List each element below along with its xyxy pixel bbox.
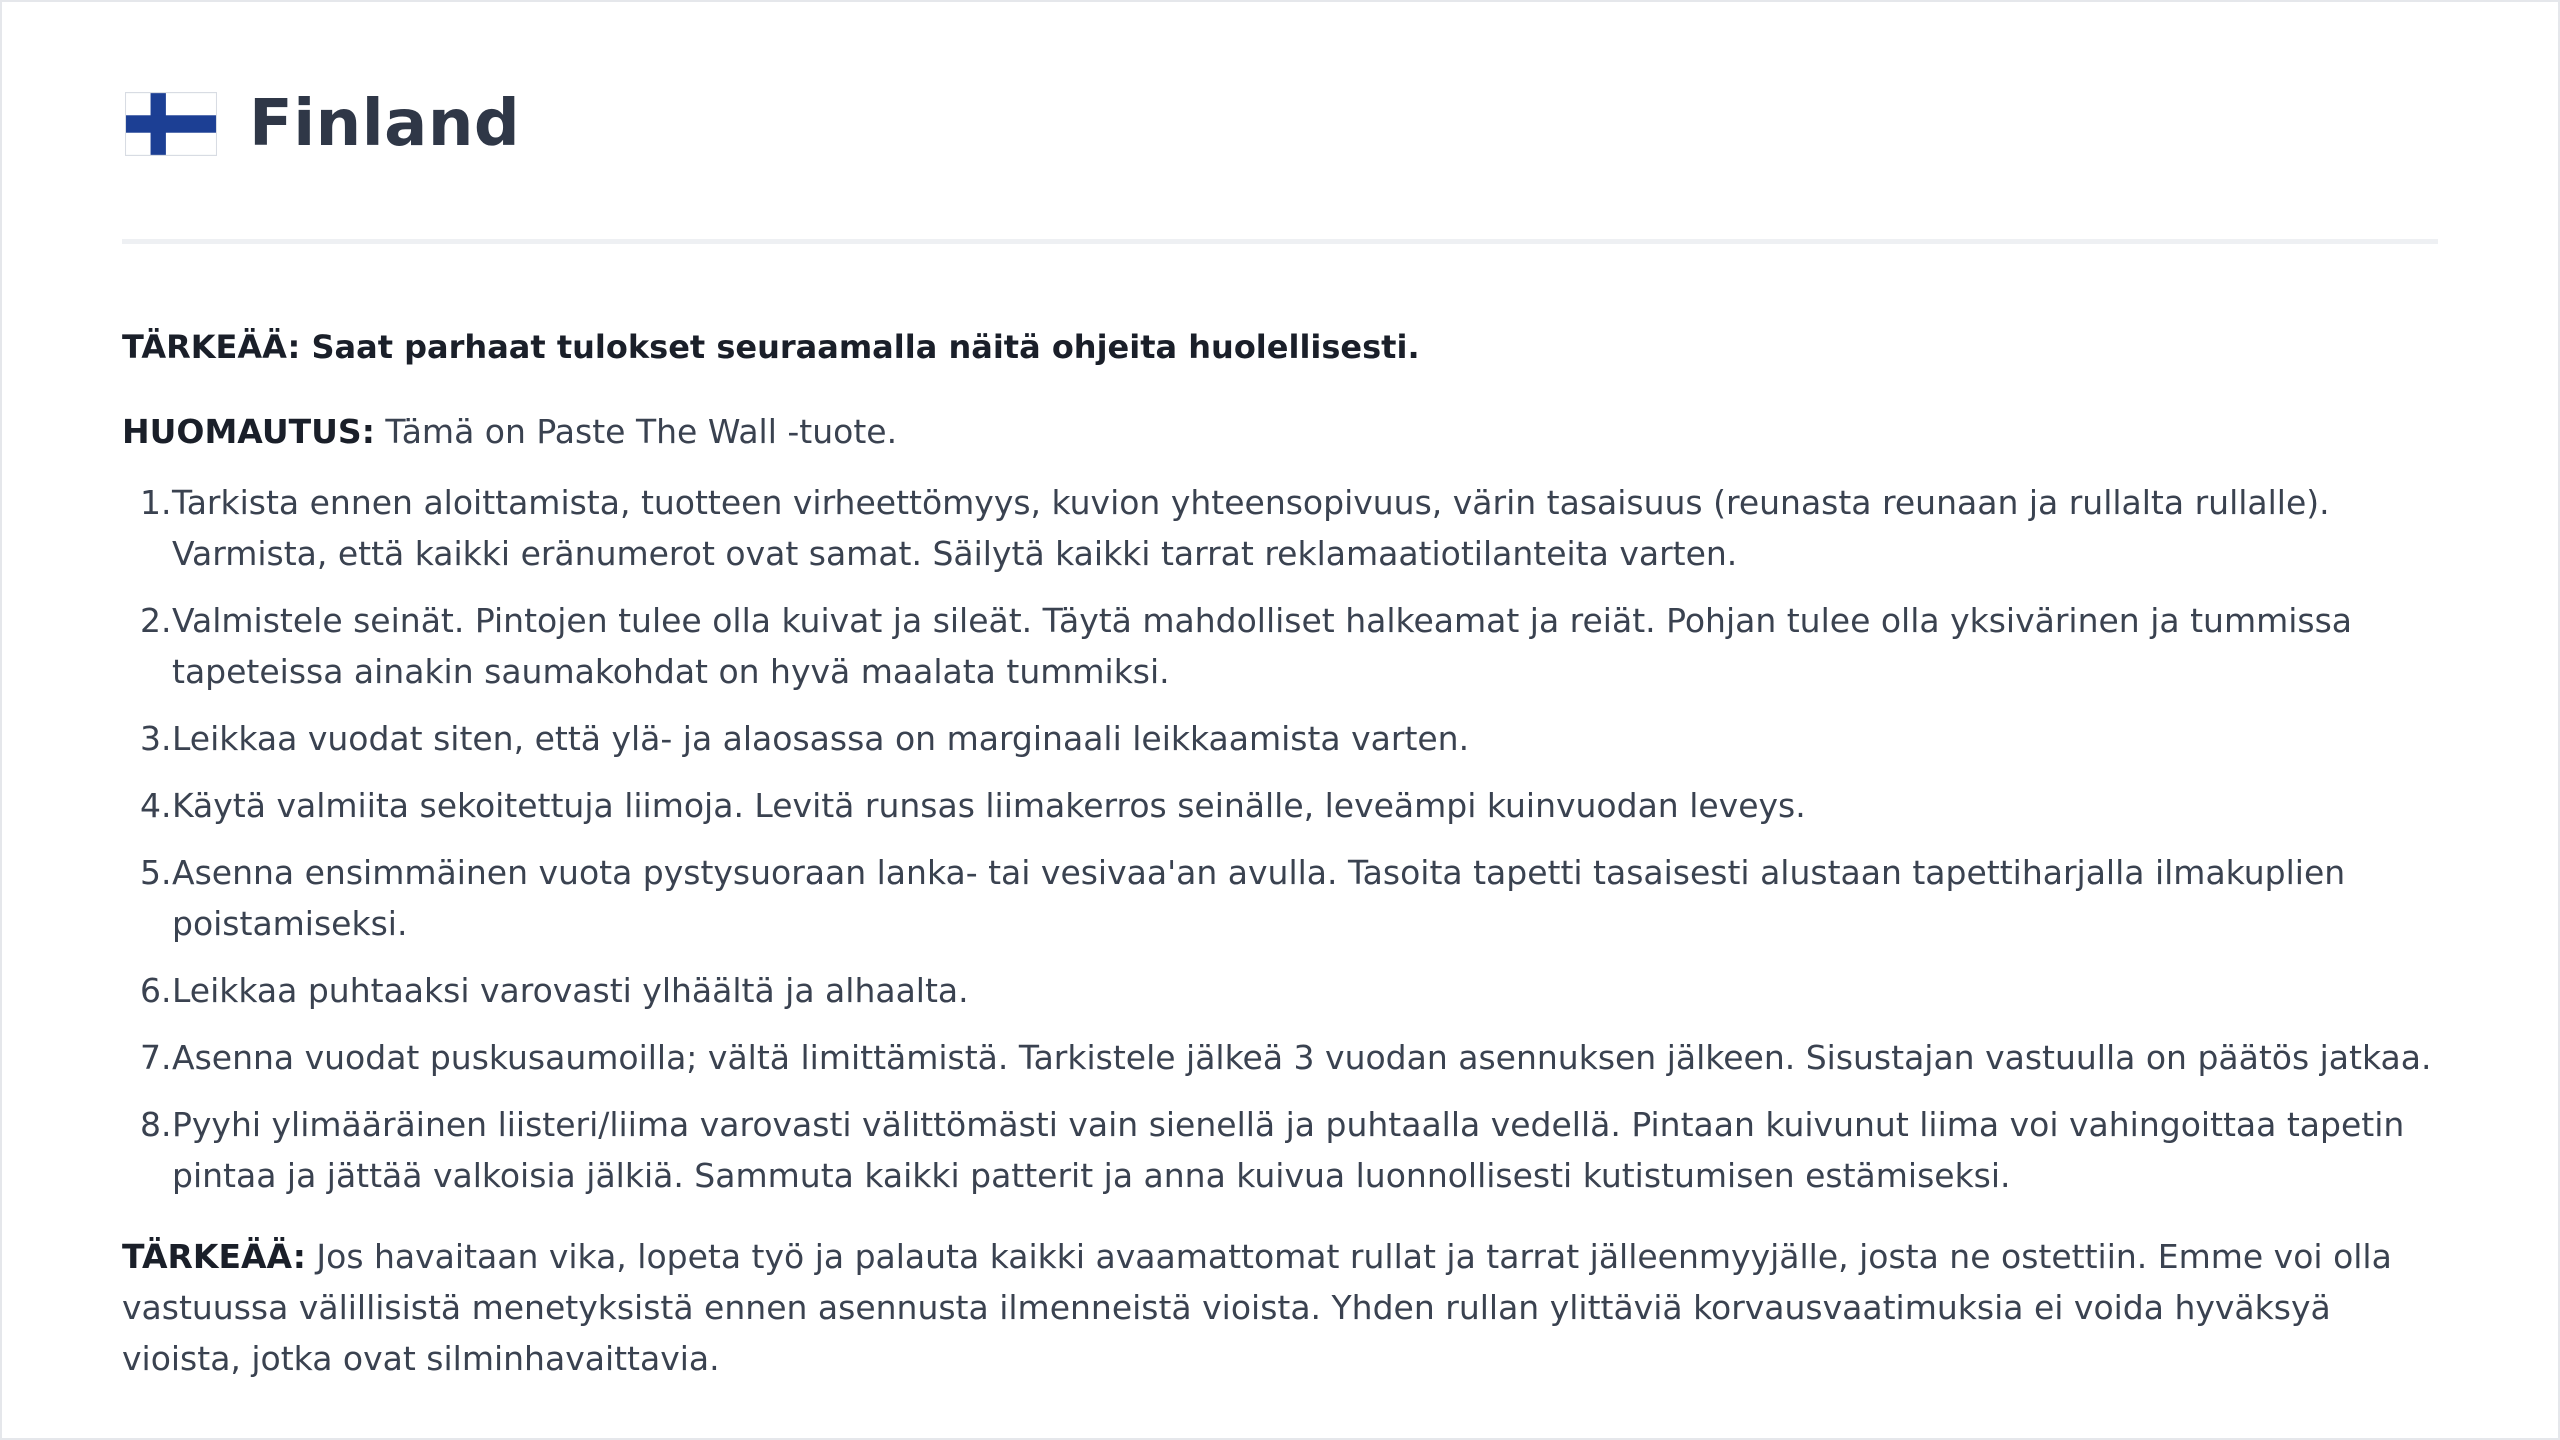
warning-text: Jos havaitaan vika, lopeta työ ja palauta kaikki avaamattomat rullat ja tarrat jälleenmyyjälle, josta ne ostettiin. Emme voi olla vastuussa välillisistä menetyksistä ennen asennusta ilmenneistä vioista. Yhden rullan ylittäviä korvausvaatimuksia ei voida hyväksyä vioista, jotka ovat silminhavaittavia.	[122, 1237, 2392, 1378]
page-header	[122, 2, 2438, 244]
list-item: Pyyhi ylimääräinen liisteri/liima varovasti välittömästi vain sienellä ja puhtaalla vedellä. Pintaan kuivunut liima voi vahingoittaa tapetin pintaa ja jättää valkoisia jälkiä. Sammuta kaikki patterit ja anna kuivua luonnollisesti kutistumisen estämiseksi.	[172, 1105, 2405, 1195]
list-item: Tarkista ennen aloittamista, tuotteen virheettömyys, kuvion yhteensopivuus, värin tasaisuus (reunasta reunaan ja rullalta rullalle). Varmista, että kaikki eränumerot ovat samat. Säilytä kaikki tarrat reklamaatiotilanteita varten.	[172, 483, 2330, 573]
list-item: Leikkaa vuodat siten, että ylä- ja alaosassa on marginaali leikkaamista varten.	[172, 719, 1470, 758]
list-item: Asenna vuodat puskusaumoilla; vältä limittämistä. Tarkistele jälkeä 3 vuodan asennuksen jälkeen. Sisustajan vastuulla on päätös jatkaa.	[172, 1038, 2432, 1077]
note-text: Tämä on Paste The Wall -tuote.	[385, 412, 898, 451]
warning-label: TÄRKEÄÄ:	[122, 1237, 306, 1276]
finland-flag-icon	[125, 92, 217, 156]
instructions-content	[122, 244, 2438, 1384]
note-paragraph	[122, 406, 2438, 457]
instruction-steps	[122, 477, 2438, 1201]
list-item: Leikkaa puhtaaksi varovasti ylhäältä ja alhaalta.	[172, 971, 969, 1010]
intro-text: TÄRKEÄÄ: Saat parhaat tulokset seuraamalla näitä ohjeita huolellisesti.	[122, 328, 1420, 366]
page-title: Finland	[249, 86, 521, 161]
list-item: Käytä valmiita sekoitettuja liimoja. Levitä runsas liimakerros seinälle, leveämpi kuinvuodan leveys.	[172, 786, 1806, 825]
note-label: HUOMAUTUS:	[122, 412, 375, 451]
list-item: Valmistele seinät. Pintojen tulee olla kuivat ja sileät. Täytä mahdolliset halkeamat ja reiät. Pohjan tulee olla yksivärinen ja tummissa tapeteissa ainakin saumakohdat on hyvä maalata tummiksi.	[172, 601, 2353, 691]
list-item: Asenna ensimmäinen vuota pystysuoraan lanka- tai vesivaa'an avulla. Tasoita tapetti tasaisesti alustaan tapettiharjalla ilmakuplien poistamiseksi.	[172, 853, 2346, 943]
warning-paragraph	[122, 1231, 2438, 1384]
